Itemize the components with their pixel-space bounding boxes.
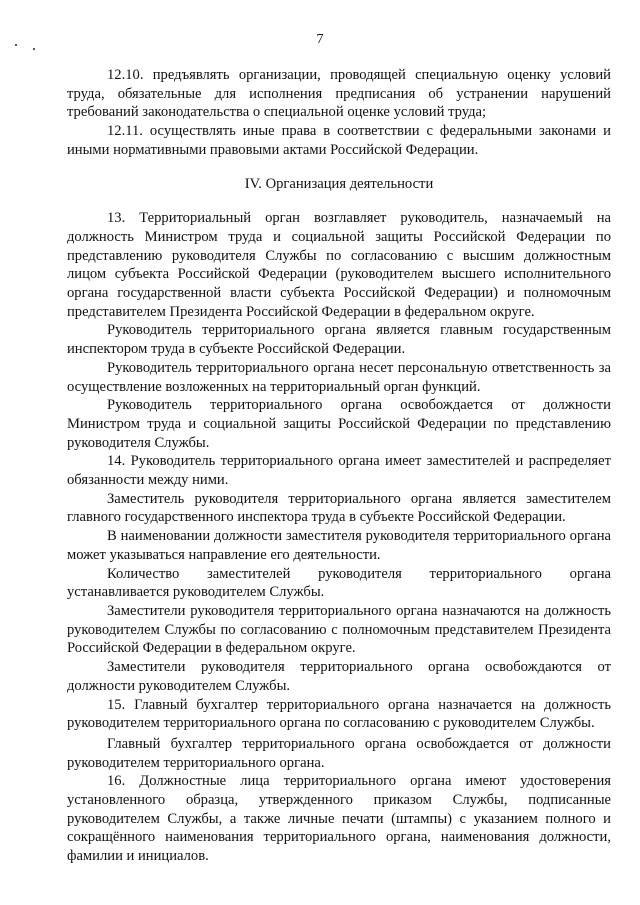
scan-speck xyxy=(15,44,17,46)
document-body xyxy=(67,66,611,866)
clause-13: 13. Территориальный орган возглавляет руководитель, назначаемый на должность Министром труда и социальной защиты Российской Федерации по представлению руководителя Службы по согласованию с высшим должностным лицом субъекта Российской Федерации (руководителем высшего исполнительного органа государственной власти субъекта Российской Федерации) и полномочным представителем Президента Российской Федерации в федеральном округе. xyxy=(67,210,611,320)
scan-speck xyxy=(33,48,35,50)
section-heading: IV. Организация деятельности xyxy=(244,175,434,192)
clause-15: 15. Главный бухгалтер территориального органа назначается на должность руководителем территориального органа по согласованию с руководителем Службы. xyxy=(67,696,611,732)
clause-16: 16. Должностные лица территориального органа имеют удостоверения установленного образца, утвержденного приказом Службы, подписанные руководителем Службы, а также личные печати (штампы) с указанием полного и сокращённого наименования территориального органа, наименования должности, фамилии и инициалов. xyxy=(67,773,611,865)
paragraph-deputy-dismissal: Заместители руководителя территориального органа освобождаются от должности руководителем Службы. xyxy=(67,659,611,694)
paragraph-head-inspector: Руководитель территориального органа является главным государственным инспектором труда в субъекте Российской Федерации. xyxy=(67,322,611,358)
paragraph-deputy-count: Количество заместителей руководителя территориального органа устанавливается руководителем Службы. xyxy=(67,565,611,601)
page-number: 7 xyxy=(316,32,324,47)
paragraph-head-dismissal: Руководитель территориального органа освобождается от должности Министром труда и социальной защиты Российской Федерации по представлению руководителя Службы. xyxy=(67,397,611,451)
paragraph-accountant-dismissal: Главный бухгалтер территориального органа освобождается от должности руководителем территориального органа. xyxy=(67,735,611,771)
clause-12-10: 12.10. предъявлять организации, проводящей специальную оценку условий труда, обязательные для исполнения предписания об устранении нарушений требований законодательства о специальной оценке условий труда; xyxy=(67,67,611,121)
paragraph-deputy-inspector: Заместитель руководителя территориального органа является заместителем главного государственного инспектора труда в субъекте Российской Федерации. xyxy=(67,490,611,526)
paragraph-head-responsibility: Руководитель территориального органа несет персональную ответственность за осуществление возложенных на территориальный орган функций. xyxy=(67,359,611,395)
clause-12-11: 12.11. осуществлять иные права в соответствии с федеральными законами и иными нормативными правовыми актами Российской Федерации. xyxy=(67,123,611,158)
paragraph-deputy-title: В наименовании должности заместителя руководителя территориального органа может указываться направление его деятельности. xyxy=(67,528,611,563)
paragraph-deputy-appointment: Заместители руководителя территориального органа назначаются на должность руководителем Службы по согласованию с полномочным представителем Президента Российской Федерации в федеральном округе. xyxy=(67,602,611,657)
clause-14: 14. Руководитель территориального органа имеет заместителей и распределяет обязанности между ними. xyxy=(67,453,611,489)
